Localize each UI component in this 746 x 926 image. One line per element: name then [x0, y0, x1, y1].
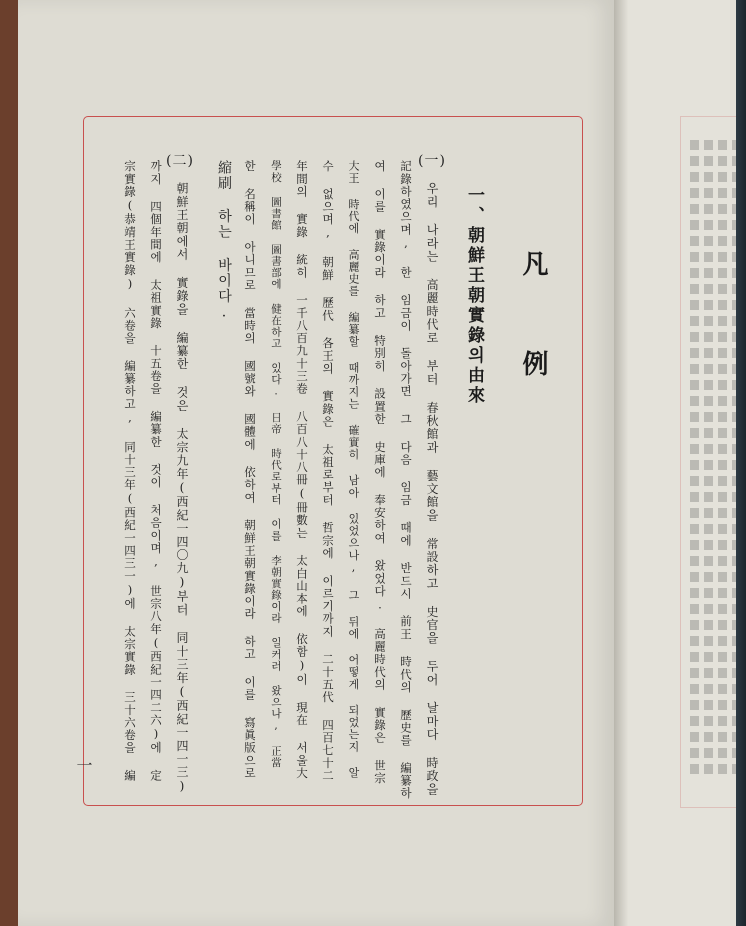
paragraph-1-line: 大王 時代에 高麗史를 編纂할 때까지는 確實히 남아 있었으나, 그 뒤에 어떻게 되었는지 알	[347, 160, 360, 779]
paragraph-1-line: 우리 나라는 高麗時代로 부터 春秋館과 藝文館을 常設하고 史官을 두어 날마다 時政을	[425, 182, 439, 796]
paragraph-1-line: 여 이를 實錄이라 하고 特別히 設置한 史庫에 奉安하여 왔었다. 高麗時代의 實錄은 世宗	[373, 160, 387, 785]
paragraph-1-line: 수 없으며, 朝鮮 歷代 各王의 實錄은 太祖로부터 哲宗에 이르기까지 二十五代 四百七十二	[321, 160, 335, 783]
page-number: 一	[74, 757, 93, 773]
paragraph-2-line: 朝鮮王朝에서 實錄을 編纂한 것은 太宗九年(西紀一四〇九)부터 同十三年(西紀一四一三)	[175, 182, 189, 794]
book-spine	[736, 0, 746, 926]
paragraph-2-line: 까지 四個年間에 太祖實錄 十五卷을 編纂한 것이 처음이며, 世宗八年(西紀一四二六)에 定	[149, 160, 163, 783]
paragraph-1-line: 年間의 實錄 統히 一千八百九十三卷 八百八十八冊(冊數는 太白山本에 依함)이 現在 서울大	[295, 160, 309, 780]
paragraph-2-line: 宗實錄(恭靖王實錄) 六卷을 編纂하고, 同十三年(西紀一四三一)에 太宗實錄 三十六卷을 編	[123, 160, 137, 783]
right-page-edge	[628, 0, 746, 926]
paragraph-1-line: 學校 圖書館 圖書部에 健在하고 있다. 日帝 時代로부터 이를 李朝實錄이라 일커러 왔으나, 正當	[270, 160, 282, 769]
paragraph-2-marker: (二)	[166, 153, 194, 169]
paragraph-1-line: 記錄하였으며, 한 임금이 돌아가면 그 다음 임금 때에 반드시 前王 時代의 歷史를 編纂하	[399, 160, 413, 800]
page-title: 凡 例	[518, 250, 548, 398]
paragraph-1-marker: (一)	[418, 153, 446, 169]
section-heading: 一、朝鮮王朝實錄의由來	[464, 186, 484, 406]
paragraph-1-line: 한 名稱이 아니므로 當時의 國號와 國體에 依하여 朝鮮王朝實錄이라 하고 이를 寫眞版으로	[243, 160, 257, 780]
paragraph-1-line: 縮刷 하는 바이다.	[216, 160, 232, 322]
